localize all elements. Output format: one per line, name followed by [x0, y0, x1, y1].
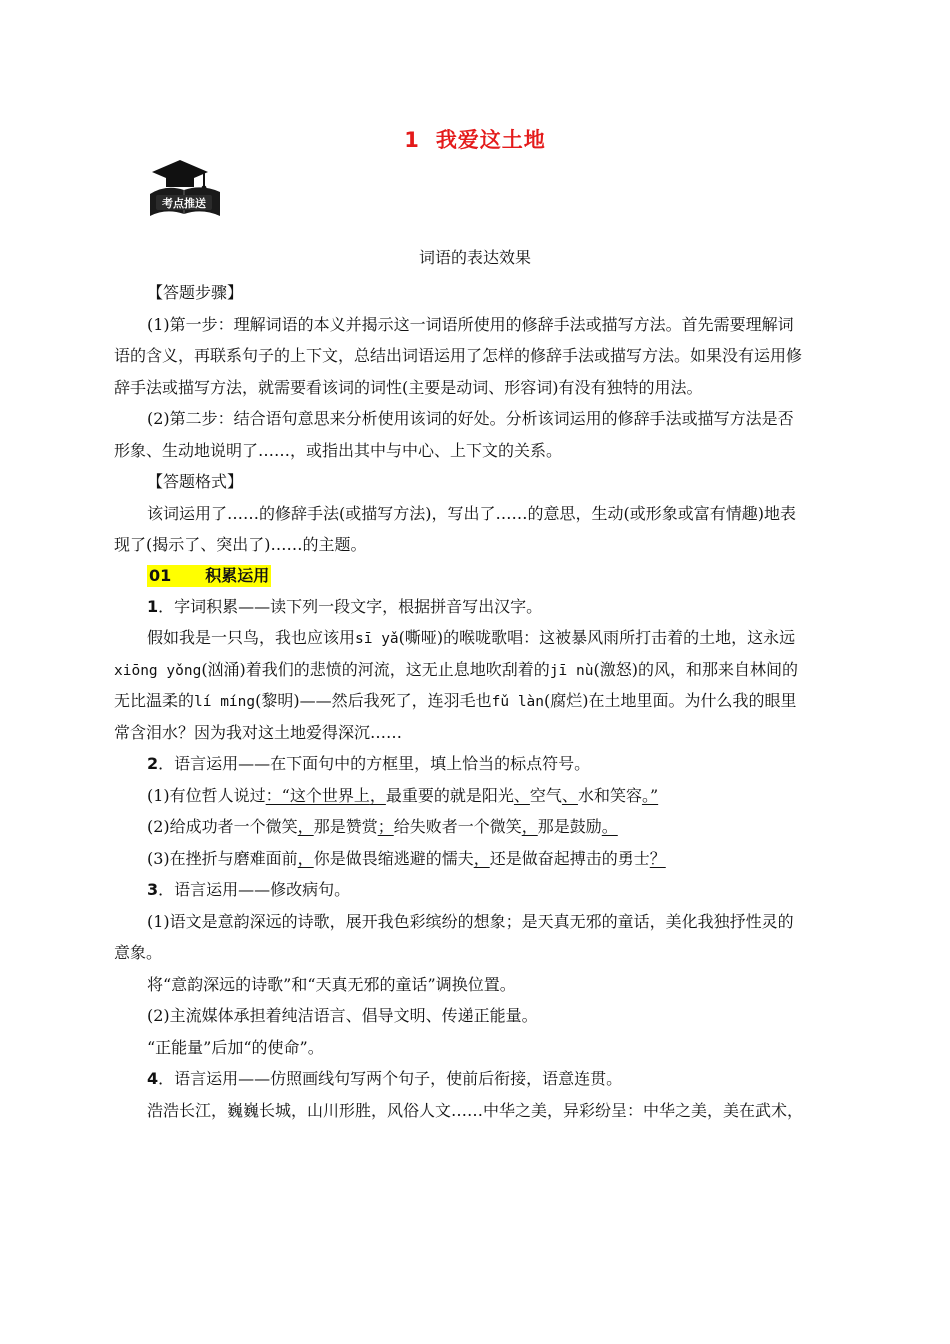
q2-s3-answer1: ， [297, 848, 314, 868]
q1-number: 1 [147, 596, 159, 616]
q1-text: ．字词积累——读下列一段文字，根据拼音写出汉字。 [158, 596, 543, 616]
section-subheading: 词语的表达效果 [418, 248, 531, 267]
pinyin-liming: lí míng [194, 694, 256, 710]
q2-sentence1 [114, 780, 836, 812]
section-header [114, 561, 836, 591]
q2-s2-answer2: ； [377, 817, 394, 836]
q3-number: 3 [147, 880, 159, 899]
format-line1: 该词运用了……的修辞手法(或描写方法)，写出了……的意思，生动(或形象或富有情趣)地表 [147, 503, 796, 523]
q3-sentence2: (2)主流媒体承担着纯洁语言、倡导文明、传递正能量。 [147, 1006, 538, 1025]
q4-text: ．语言运用——仿照画线句写两个句子，使前后衔接，语意连贯。 [158, 1069, 623, 1088]
step1-line2: 语的含义，再联系句子的上下文，总结出词语运用了怎样的修辞手法或描写方法。如果没有运用修 [114, 346, 803, 365]
q2-s2-a: (2)给成功者一个微笑 [147, 817, 298, 836]
q2-text: ．语言运用——在下面句中的方框里，填上恰当的标点符号。 [158, 754, 591, 773]
pinyin-xiongyong: xiōng yǒng [114, 662, 202, 679]
section-label: 积累运用 [205, 565, 270, 585]
q1-para-line4: 常含泪水？因为我对这土地爱得深沉…… [114, 722, 403, 742]
q2-s1-d: 最重要的就是阳光 [385, 785, 514, 805]
q4-line1: 浩浩长江，巍巍长城，山川形胜，风俗人文……中华之美，异彩纷呈：中华之美，美在武术， [147, 1100, 804, 1120]
q3-answer1: 将“意韵深远的诗歌”和“天真无邪的童话”调换位置。 [147, 974, 516, 994]
pinyin-siya: sī yǎ [355, 631, 399, 647]
format-heading: 【答题格式】 [147, 472, 244, 491]
q2-s1-f: 空气 [529, 785, 562, 805]
q3-text: ．语言运用——修改病句。 [158, 880, 351, 899]
step2-line2: 形象、生动地说明了……，或指出其中与中心、上下文的关系。 [114, 440, 563, 460]
step1-line3: 辞手法或描写方法，就需要看该词的词性(主要是动词、形容词)有没有独特的用法。 [114, 377, 703, 397]
q1-stem [114, 591, 836, 623]
section-tag [147, 565, 271, 587]
q2-number: 2 [147, 754, 159, 773]
q1-text-e: 无比温柔的 [114, 691, 195, 710]
q1-para-line1 [114, 622, 836, 654]
step2-line1: (2)第二步：结合语句意思来分析使用该词的好处。分析该词运用的修辞手法或描写方法是否 [147, 409, 794, 428]
q2-s3-c: 你是做畏缩逃避的懦夫 [313, 848, 474, 868]
q2-stem [114, 748, 836, 780]
q2-s3-a: (3)在挫折与磨难面前 [147, 848, 298, 868]
section-number: 01 [149, 565, 172, 585]
q2-s1-answer1: ：“这个世界上 [265, 785, 370, 805]
pinyin-jinu: jī nù [549, 662, 594, 679]
q3-sentence1-line1: (1)语文是意韵深远的诗歌，展开我色彩缤纷的想象；是天真无邪的童话，美化我独抒性灵的 [147, 911, 794, 931]
q1-para-line2 [114, 654, 836, 686]
q2-sentence2 [114, 811, 836, 843]
kaodian-badge-icon [146, 158, 224, 222]
q2-s1-answer2: ， [369, 785, 386, 805]
q2-s2-answer3: ， [521, 817, 538, 836]
steps-heading: 【答题步骤】 [147, 283, 244, 302]
q2-s1-answer4: 、 [561, 785, 578, 805]
q3-answer2: “正能量”后加“的使命”。 [147, 1037, 324, 1057]
lesson-number: 1 [404, 128, 420, 152]
q2-s2-g: 那是鼓励 [537, 817, 602, 836]
badge-label: 考点推送 [162, 197, 206, 210]
q4-number: 4 [147, 1069, 159, 1088]
q1-para-line3 [114, 685, 836, 717]
format-line2: 现了(揭示了、突出了)……的主题。 [114, 535, 367, 554]
q1-text-f: (黎明)——然后我死了，连羽毛也 [255, 691, 492, 710]
q1-text-d: (激怒)的风，和那来自林间的 [593, 659, 798, 679]
pinyin-fulan: fǔ làn [491, 694, 545, 710]
q3-stem [114, 874, 836, 906]
q4-stem [114, 1063, 836, 1095]
q2-s2-answer1: ， [297, 817, 314, 836]
q2-s3-answer2: ， [473, 848, 490, 868]
q1-text-a: 假如我是一只鸟，我也应该用 [147, 628, 356, 647]
q2-s2-c: 那是赞赏 [313, 817, 378, 836]
q2-s3-answer3: ？ [649, 848, 666, 868]
step1-line1: (1)第一步：理解词语的本义并揭示这一词语所使用的修辞手法或描写方法。首先需要理解词 [147, 314, 794, 334]
q3-sentence1-line2: 意象。 [114, 943, 163, 962]
q2-s1-answer3: 、 [513, 785, 530, 805]
lesson-title: 我爱这土地 [435, 128, 546, 152]
page-title [0, 124, 950, 154]
q2-sentence3 [114, 843, 836, 875]
q2-s2-answer4: 。 [601, 817, 618, 836]
q1-text-b: (嘶哑)的喉咙歌唱：这被暴风雨所打击着的土地，这永远 [398, 628, 796, 647]
q2-s1-answer5: 。” [641, 785, 659, 805]
q2-s1-a: (1)有位哲人说过 [147, 785, 266, 805]
q2-s3-e: 还是做奋起搏击的勇士 [489, 848, 650, 868]
q2-s1-h: 水和笑容 [577, 785, 642, 805]
q2-s2-e: 给失败者一个微笑 [393, 817, 522, 836]
q1-text-c: (汹涌)着我们的悲愤的河流，这无止息地吹刮着的 [201, 659, 550, 679]
q1-text-g: (腐烂)在土地里面。为什么我的眼里 [544, 691, 797, 710]
document-body [114, 277, 836, 1126]
